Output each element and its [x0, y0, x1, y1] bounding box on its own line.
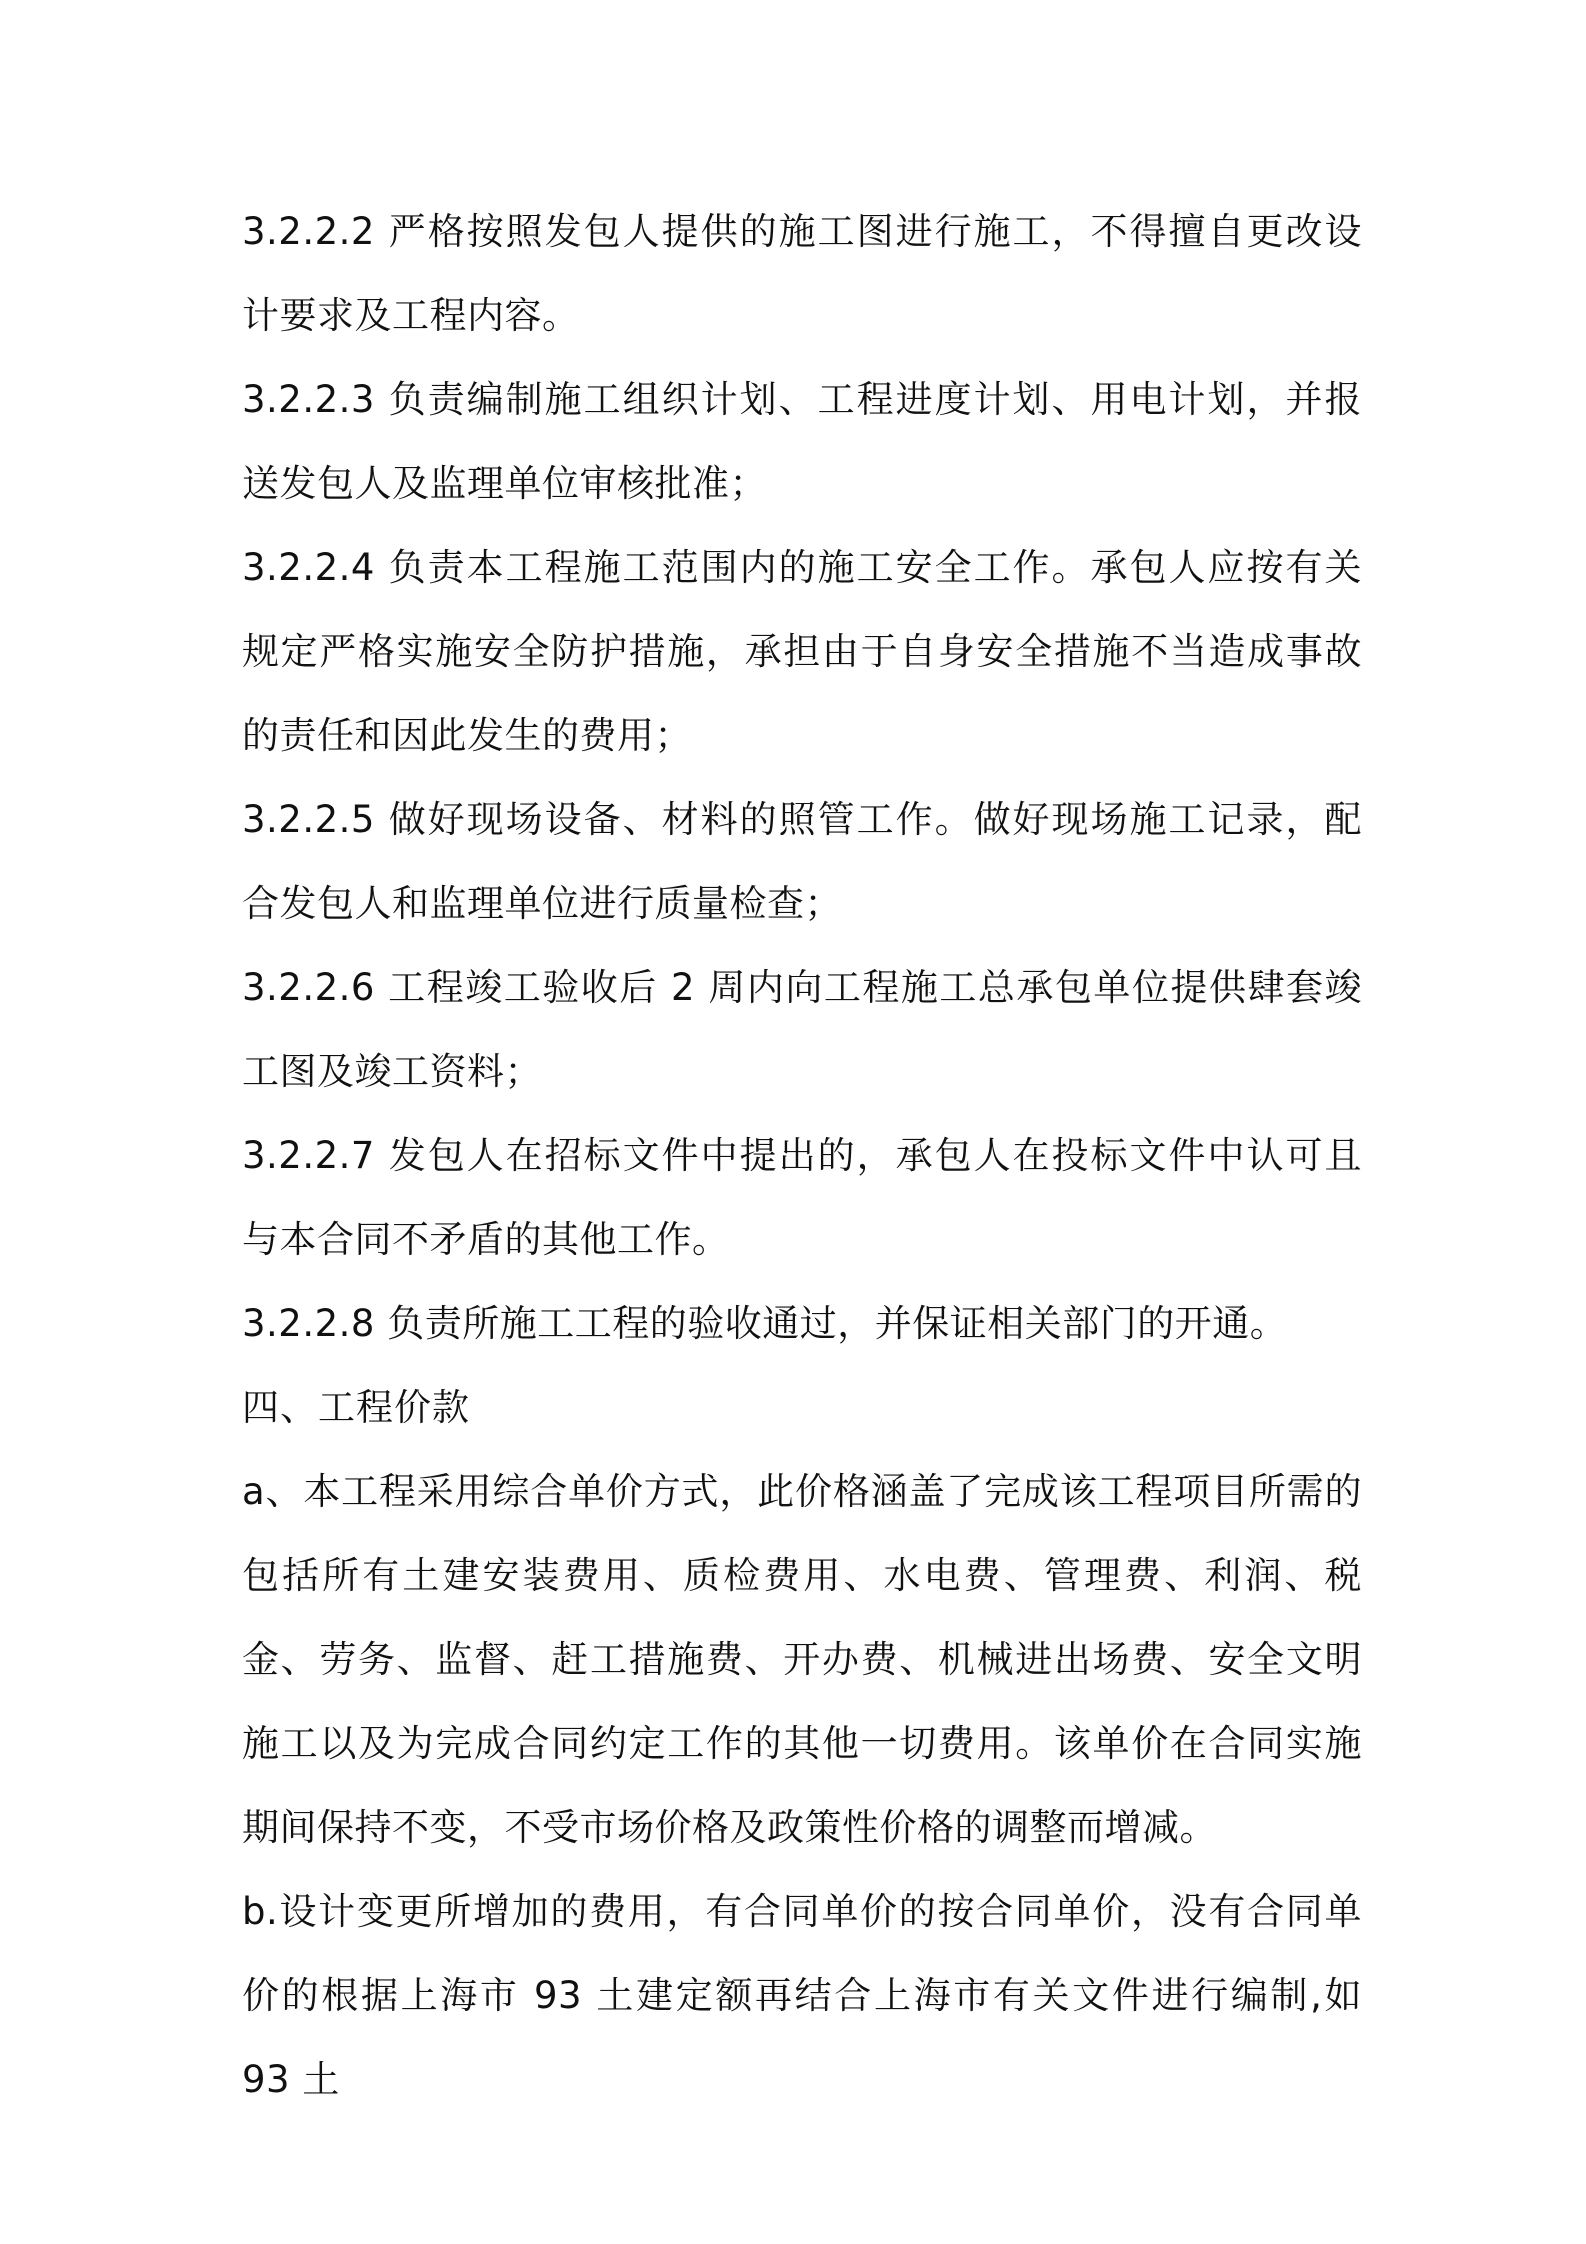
clause-a-pricing: a、本工程采用综合单价方式，此价格涵盖了完成该工程项目所需的包括所有土建安装费用、质检费用、水电费、管理费、利润、税金、劳务、监督、赶工措施费、开办费、机械进出场费、安全文明施工以及为完成合同约定工作的其他一切费用。该单价在合同实施期间保持不变，不受市场价格及政策性价格的调整而增减。	[242, 1470, 1362, 1849]
clause-3-2-2-8: 3.2.2.8 负责所施工工程的验收通过，并保证相关部门的开通。	[242, 1302, 1288, 1345]
section-heading-project-price: 四、工程价款	[242, 1386, 470, 1429]
clause-3-2-2-2: 3.2.2.2 严格按照发包人提供的施工图进行施工，不得擅自更改设计要求及工程内容。	[242, 210, 1362, 337]
clause-3-2-2-4: 3.2.2.4 负责本工程施工范围内的施工安全工作。承包人应按有关规定严格实施安全防护措施，承担由于自身安全措施不当造成事故的责任和因此发生的费用；	[242, 546, 1362, 757]
clause-3-2-2-6: 3.2.2.6 工程竣工验收后 2 周内向工程施工总承包单位提供肆套竣工图及竣工资料；	[242, 966, 1362, 1093]
clause-3-2-2-3: 3.2.2.3 负责编制施工组织计划、工程进度计划、用电计划，并报送发包人及监理单位审核批准；	[242, 378, 1362, 505]
clause-3-2-2-5: 3.2.2.5 做好现场设备、材料的照管工作。做好现场施工记录，配合发包人和监理单位进行质量检查；	[242, 798, 1362, 925]
document-body	[242, 190, 1362, 2122]
clause-b-design-change: b.设计变更所增加的费用，有合同单价的按合同单价，没有合同单价的根据上海市 93 土建定额再结合上海市有关文件进行编制,如 93 土	[242, 1890, 1362, 2101]
clause-3-2-2-7: 3.2.2.7 发包人在招标文件中提出的，承包人在投标文件中认可且与本合同不矛盾的其他工作。	[242, 1134, 1362, 1261]
